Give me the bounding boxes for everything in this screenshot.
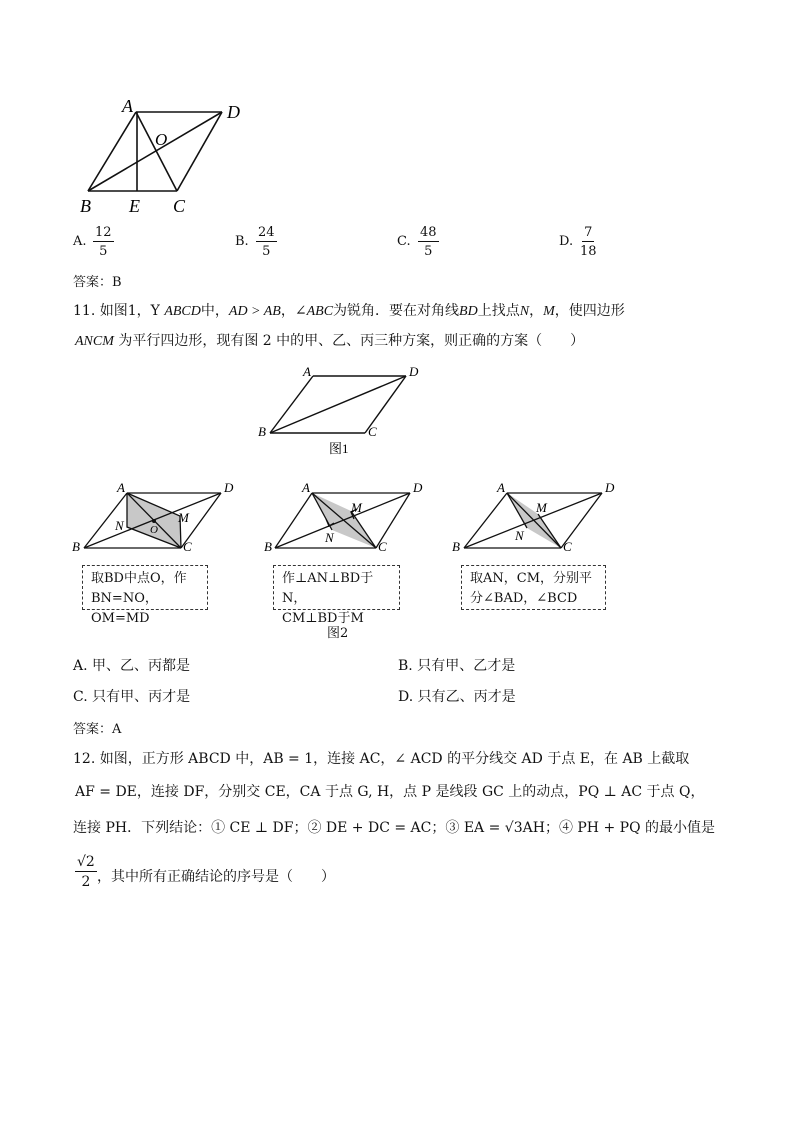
q12-stem-line1: 12. 如图，正方形 ABCD 中，AB = 1，连接 AC，∠ ACD 的平分线交 AD 于点 E，在 AB 上截取 [73,751,690,767]
fraction-denominator: 5 [424,244,433,259]
plan-a-line2: BN=NO，OM=MD [91,591,158,626]
q10-option-d-label: D. [559,234,574,249]
q11-stem-line1 [73,300,625,320]
figure-2-caption: 图2 [327,626,349,641]
math: N [519,304,530,319]
text: 上找点 [477,303,520,319]
plan-c-line1: 取AN，CM，分别平 [470,571,593,586]
math: ANCM [75,334,114,349]
q10-option-b-fraction [256,226,277,258]
q10-option-a-label: A. [73,234,87,249]
math: AD > AB [228,304,281,319]
fig-label-E: E [129,196,140,216]
text: 为平行四边形，现有图 2 中的甲、乙、丙三种方案，则正确的方案（ ） [118,333,585,349]
fig-label-B: B [452,539,460,554]
q11-option-c: C. 只有甲、丙才是 [73,689,191,705]
plan-c-line2: 分∠BAD，∠BCD [470,591,578,606]
plan-a-line1: 取BD中点O，作 [91,571,187,586]
plan-b-condition-box [273,565,400,626]
text: ，∠ [280,303,307,319]
fraction-denominator: 5 [99,244,108,259]
q11-option-d: D. 只有乙、丙才是 [398,689,516,705]
q10-parallelogram-figure [72,96,262,220]
fig-label-D: D [224,480,234,495]
q12-min-value-fraction [75,855,97,889]
q11-option-b: B. 只有甲、乙才是 [398,658,516,674]
q12-stem-line2: AF = DE，连接 DF，分别交 CE，CA 于点 G, H，点 P 是线段 GC 上的动点，PQ ⊥ AC 于点 Q， [75,784,705,800]
q12-stem-line4: ，其中所有正确结论的序号是（ ） [97,869,335,885]
fraction-numerator: 12 [95,225,112,240]
q12-stem-line3: 连接 PH．下列结论：① CE ⊥ DF；② DE + DC = AC；③ EA = √3AH；④ PH + PQ 的最小值是 [73,820,715,836]
math: M [543,304,555,319]
fig-label-C: C [183,539,192,554]
q11-stem-line2 [75,330,584,350]
q10-option-c-label: C. [397,234,411,249]
fig-label-O: O [155,130,168,149]
fig-label-N: N [115,518,124,533]
fig-label-B: B [258,424,266,439]
q11-figure-1 [255,362,430,457]
fig-label-N: N [515,528,524,543]
fig-label-C: C [173,196,186,216]
q10-option-a-fraction [93,226,114,258]
q11-figure-2-plan-a [70,478,245,558]
fig-label-O: O [150,524,158,536]
fraction-denominator: 18 [580,244,597,259]
fig-label-B: B [264,539,272,554]
fig-label-D: D [409,364,419,379]
fig-label-M: M [351,500,362,515]
q10-option-b-label: B. [235,234,249,249]
fig-label-A: A [117,480,125,495]
fraction-numerator: 7 [584,225,593,240]
q11-figure-2-plan-b [262,478,437,558]
plan-c-condition-box [461,565,606,610]
fraction-numerator: √2 [77,854,95,870]
fig-label-B: B [80,196,91,216]
math: ABCD [164,304,201,319]
text: 为锐角．要在对角线 [333,303,460,319]
fig-label-D: D [413,480,423,495]
fig-label-C: C [378,539,387,554]
q10-answer: 答案：B [73,275,122,290]
text: 中， [200,303,229,319]
q10-option-d-fraction [580,226,597,258]
plan-a-condition-box [82,565,208,626]
text: ，使四边形 [554,303,625,319]
fraction-denominator: 5 [262,244,271,259]
fraction-denominator: 2 [81,874,91,890]
fig-label-A: A [302,480,310,495]
math: BD [459,304,478,319]
fig-label-A: A [122,96,133,116]
math: ABC [306,304,334,319]
fig-label-M: M [178,510,189,525]
q10-option-c-fraction [418,226,439,258]
text: ， [529,303,544,319]
fig-label-M: M [536,500,547,515]
q11-figure-2-plan-c [450,478,625,558]
fig-label-C: C [563,539,572,554]
fig-label-B: B [72,539,80,554]
fig-label-D: D [227,102,240,122]
text: 11. 如图1，Y [73,303,165,319]
fig-label-C: C [368,424,377,439]
fig-label-A: A [497,480,505,495]
fig-label-A: A [303,364,311,379]
plan-b-line2: CM⊥BD于M [282,611,364,626]
figure-1-caption: 图1 [329,441,349,456]
q11-option-a: A. 甲、乙、丙都是 [73,658,191,674]
fig-label-N: N [325,530,334,545]
fraction-numerator: 48 [420,225,437,240]
fig-label-D: D [605,480,615,495]
q11-answer: 答案：A [73,722,122,737]
fraction-numerator: 24 [258,225,275,240]
plan-b-line1: 作⊥AN⊥BD于N， [282,571,374,606]
